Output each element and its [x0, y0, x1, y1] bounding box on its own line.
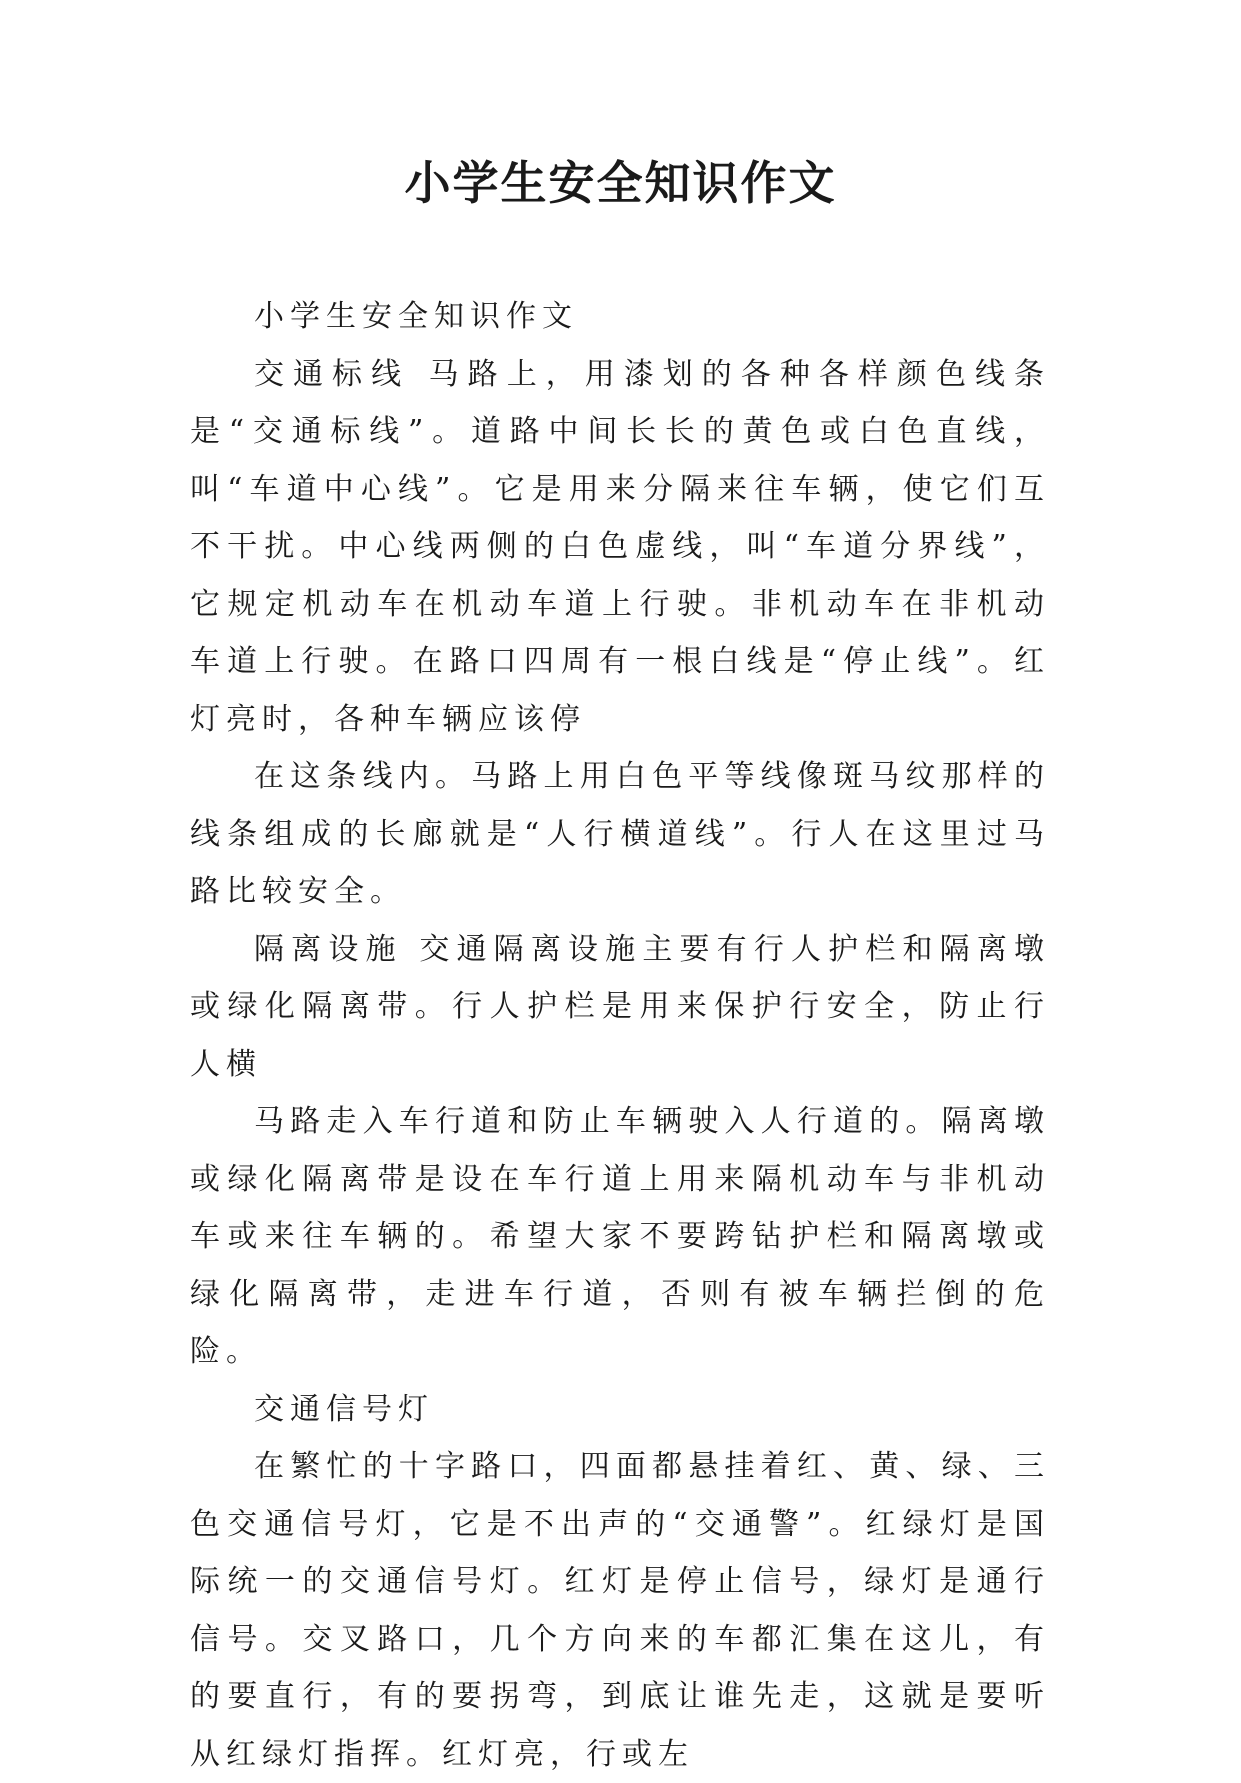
- document-body: [190, 288, 1050, 1783]
- document-title: 小学生安全知识作文: [404, 156, 837, 210]
- paragraph-traffic-lights: 在繁忙的十字路口，四面都悬挂着红、黄、绿、三色交通信号灯，它是不出声的“交通警”。红绿灯是国际统一的交通信号灯。红灯是停止信号，绿灯是通行信号。交叉路口，几个方向来的车都汇集在这儿，有的要直行，有的要拐弯，到底让谁先走，这就是要听从红绿灯指挥。红灯亮，行或左: [190, 1449, 1050, 1772]
- paragraph-stop-line-crosswalk: 在这条线内。马路上用白色平等线像斑马纹那样的线条组成的长廊就是“人行横道线”。行人在这里过马路比较安全。: [190, 759, 1050, 909]
- paragraph-isolation-facilities: 隔离设施 交通隔离设施主要有行人护栏和隔离墩或绿化隔离带。行人护栏是用来保护行安全，防止行人横: [190, 931, 1050, 1082]
- paragraph-subtitle: 小学生安全知识作文: [254, 299, 578, 334]
- paragraph-traffic-markings: 交通标线 马路上，用漆划的各种各样颜色线条是“交通标线”。道路中间长长的黄色或白色直线，叫“车道中心线”。它是用来分隔来往车辆，使它们互不干扰。中心线两侧的白色虚线，叫“车道分界线”，它规定机动车在机动车道上行驶。非机动车在非机动车道上行驶。在路口四周有一根白线是“停止线”。红灯亮时，各种车辆应该停: [190, 356, 1050, 737]
- paragraph-isolation-continued: 马路走入车行道和防止车辆驶入人行道的。隔离墩或绿化隔离带是设在车行道上用来隔机动车与非机动车或来往车辆的。希望大家不要跨钻护栏和隔离墩或绿化隔离带，走进车行道，否则有被车辆拦倒的危险。: [190, 1104, 1050, 1369]
- paragraph-traffic-lights-heading: 交通信号灯: [254, 1391, 434, 1427]
